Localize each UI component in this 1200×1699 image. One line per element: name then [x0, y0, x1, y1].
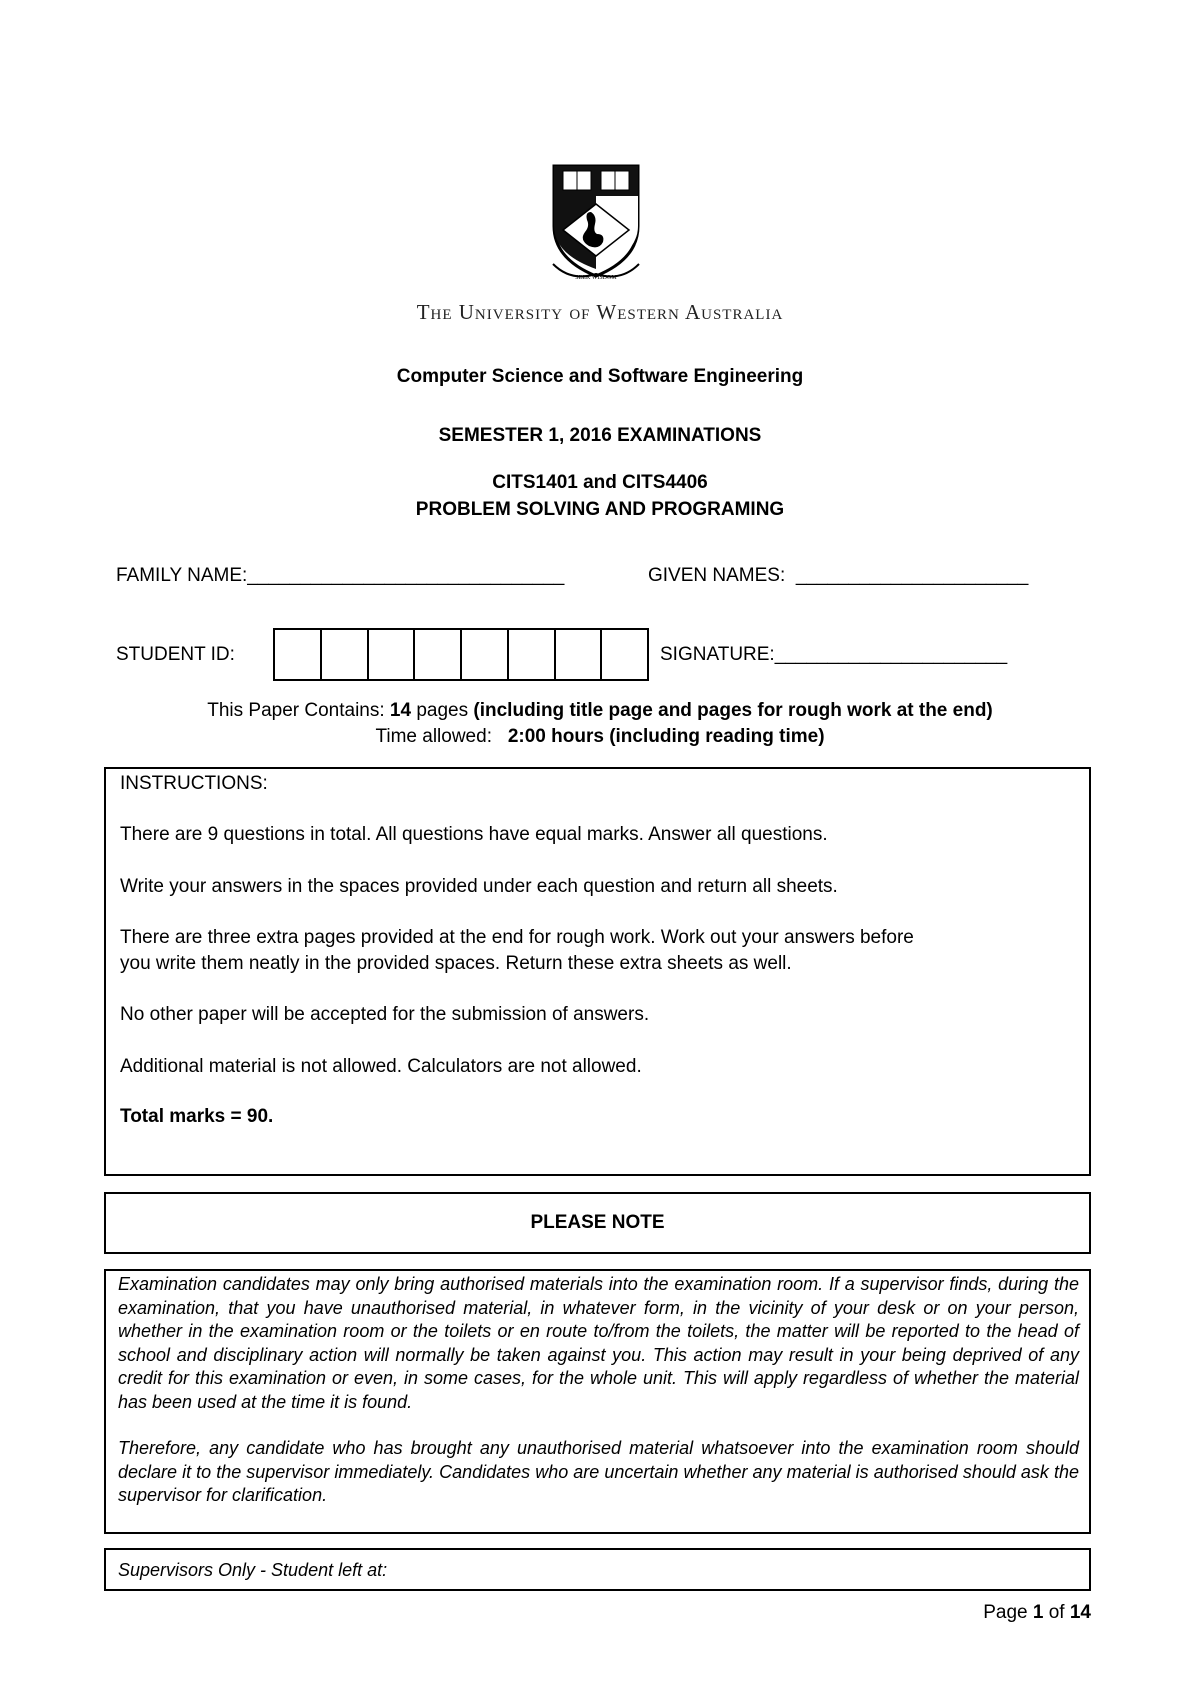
- note-paragraph-2: Therefore, any candidate who has brought any unauthorised material whatsoever into the examination room should declare it to the supervisor immediately. Candidates who are uncertain whether any material is authorised should ask the supervisor for clarification.: [118, 1438, 1079, 1505]
- please-note-box: [104, 1192, 1091, 1254]
- given-names-label: GIVEN NAMES:: [648, 565, 786, 586]
- instruction-line: Write your answers in the spaces provided under each question and return all sheets.: [120, 876, 838, 897]
- please-note-text-box: [104, 1269, 1091, 1534]
- student-id-digit-box[interactable]: [556, 630, 603, 679]
- university-crest-logo: [551, 164, 641, 284]
- page-total: 14: [1069, 1602, 1091, 1623]
- please-note-heading: PLEASE NOTE: [530, 1212, 665, 1233]
- family-name-blank[interactable]: ______________________________: [247, 565, 565, 586]
- unit-codes: CITS1401 and CITS4406: [492, 472, 708, 493]
- student-id-digit-box[interactable]: [415, 630, 462, 679]
- pages-note: (including title page and pages for rough work at the end): [473, 700, 993, 721]
- student-id-digit-box[interactable]: [509, 630, 556, 679]
- pages-count: 14: [389, 700, 412, 721]
- student-id-label: STUDENT ID:: [116, 644, 235, 665]
- time-allowed-line: [0, 726, 1200, 748]
- page-current: 1: [1032, 1602, 1044, 1623]
- student-id-digit-box[interactable]: [322, 630, 369, 679]
- of-word: of: [1048, 1602, 1065, 1623]
- student-id-digit-box[interactable]: [275, 630, 322, 679]
- given-names-blank[interactable]: ______________________: [795, 565, 1029, 586]
- instruction-line: There are three extra pages provided at the end for rough work. Work out your answers before: [120, 927, 914, 948]
- exam-period: SEMESTER 1, 2016 EXAMINATIONS: [438, 425, 762, 446]
- student-id-digit-box[interactable]: [602, 630, 647, 679]
- instructions-heading: INSTRUCTIONS:: [120, 773, 268, 794]
- pages-word: pages: [416, 700, 469, 721]
- family-name-label: FAMILY NAME:: [116, 565, 248, 586]
- student-id-digit-box[interactable]: [462, 630, 509, 679]
- signature-field[interactable]: [660, 644, 1007, 666]
- supervisors-box: [104, 1548, 1091, 1591]
- note-paragraph-1: Examination candidates may only bring authorised materials into the examination room. If a supervisor finds, during the examination, that you have unauthorised material, in whatever form, in the vicinity of your desk or on your person, whether in the examination room or the toilets or en route to/from the toilets, the matter will be reported to the head of school and disciplinary action will normally be taken against you. This action may result in your being deprived of any credit for this examination or even, in some cases, for the whole unit. This will apply regardless of whether the material has been used at the time it is found.: [118, 1274, 1079, 1412]
- page-word: Page: [983, 1602, 1028, 1623]
- paper-contains-line: [0, 700, 1200, 722]
- instruction-line: you write them neatly in the provided spaces. Return these extra sheets as well.: [120, 953, 792, 974]
- instructions-box: [104, 767, 1091, 1176]
- page-number: [983, 1602, 1091, 1624]
- family-name-field[interactable]: [116, 565, 564, 587]
- instruction-line: Additional material is not allowed. Calculators are not allowed.: [120, 1056, 642, 1077]
- instruction-line: No other paper will be accepted for the submission of answers.: [120, 1004, 650, 1025]
- supervisors-label: Supervisors Only - Student left at:: [118, 1560, 388, 1580]
- signature-blank[interactable]: ______________________: [774, 644, 1008, 665]
- student-id-digit-box[interactable]: [369, 630, 416, 679]
- school-name: Computer Science and Software Engineering: [396, 366, 804, 387]
- signature-label: SIGNATURE:: [660, 644, 775, 665]
- time-label: Time allowed:: [375, 726, 492, 747]
- logo-motto: SEEK WISDOM: [575, 275, 617, 281]
- contains-prefix: This Paper Contains:: [207, 700, 385, 721]
- time-value: 2:00 hours (including reading time): [507, 726, 825, 747]
- total-marks: Total marks = 90.: [120, 1106, 274, 1127]
- university-name: The University of Western Australia: [416, 300, 784, 324]
- unit-title: PROBLEM SOLVING AND PROGRAMING: [415, 499, 785, 520]
- instruction-line: There are 9 questions in total. All questions have equal marks. Answer all questions.: [120, 824, 828, 845]
- student-id-boxes[interactable]: [273, 628, 649, 681]
- given-names-field[interactable]: [648, 565, 1028, 587]
